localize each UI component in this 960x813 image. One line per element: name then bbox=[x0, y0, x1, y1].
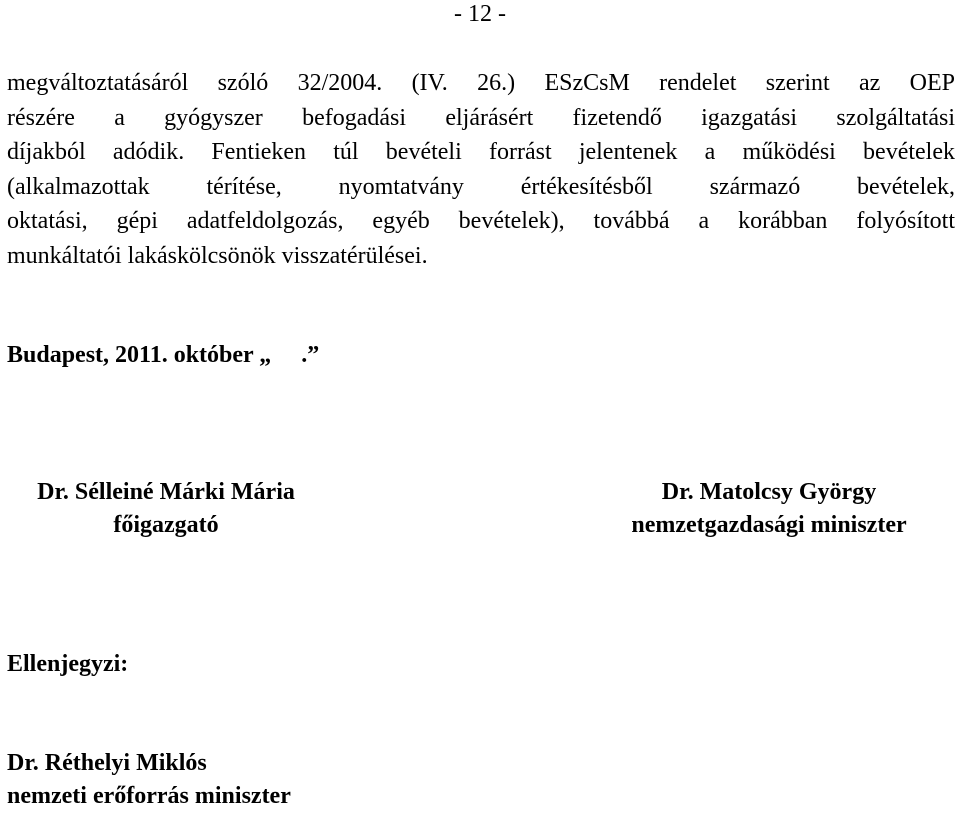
countersign-title: nemzeti erőforrás miniszter bbox=[7, 783, 291, 809]
body-line: részére a gyógyszer befogadási eljárásért fizetendő igazgatási szolgáltatási bbox=[7, 104, 955, 131]
page-number: - 12 - bbox=[454, 1, 506, 27]
signature-left bbox=[7, 476, 325, 542]
body-line: munkáltatói lakáskölcsönök visszatérülései. bbox=[7, 242, 428, 269]
countersign-block bbox=[7, 747, 291, 813]
body-paragraph bbox=[7, 66, 955, 273]
body-line: oktatási, gépi adatfeldolgozás, egyéb bevételek), továbbá a korábban folyósított bbox=[7, 208, 955, 234]
body-line: megváltoztatásáról szóló 32/2004. (IV. 26.) ESzCsM rendelet szerint az OEP bbox=[7, 70, 955, 96]
date-line: Budapest, 2011. október „ .” bbox=[7, 342, 320, 368]
signatory-name: Dr. Matolcsy György bbox=[661, 479, 877, 505]
signatory-title: főigazgató bbox=[113, 512, 219, 538]
body-line: (alkalmazottak térítése, nyomtatvány értékesítésből származó bevételek, bbox=[7, 173, 955, 200]
signatory-name: Dr. Sélleiné Márki Mária bbox=[37, 479, 295, 505]
signatory-title: nemzetgazdasági miniszter bbox=[631, 512, 907, 538]
signature-right bbox=[596, 476, 942, 542]
countersign-name: Dr. Réthelyi Miklós bbox=[7, 750, 207, 776]
body-line: díjakból adódik. Fentieken túl bevételi forrást jelentenek a működési bevételek bbox=[7, 139, 955, 165]
countersign-label: Ellenjegyzi: bbox=[7, 651, 129, 677]
